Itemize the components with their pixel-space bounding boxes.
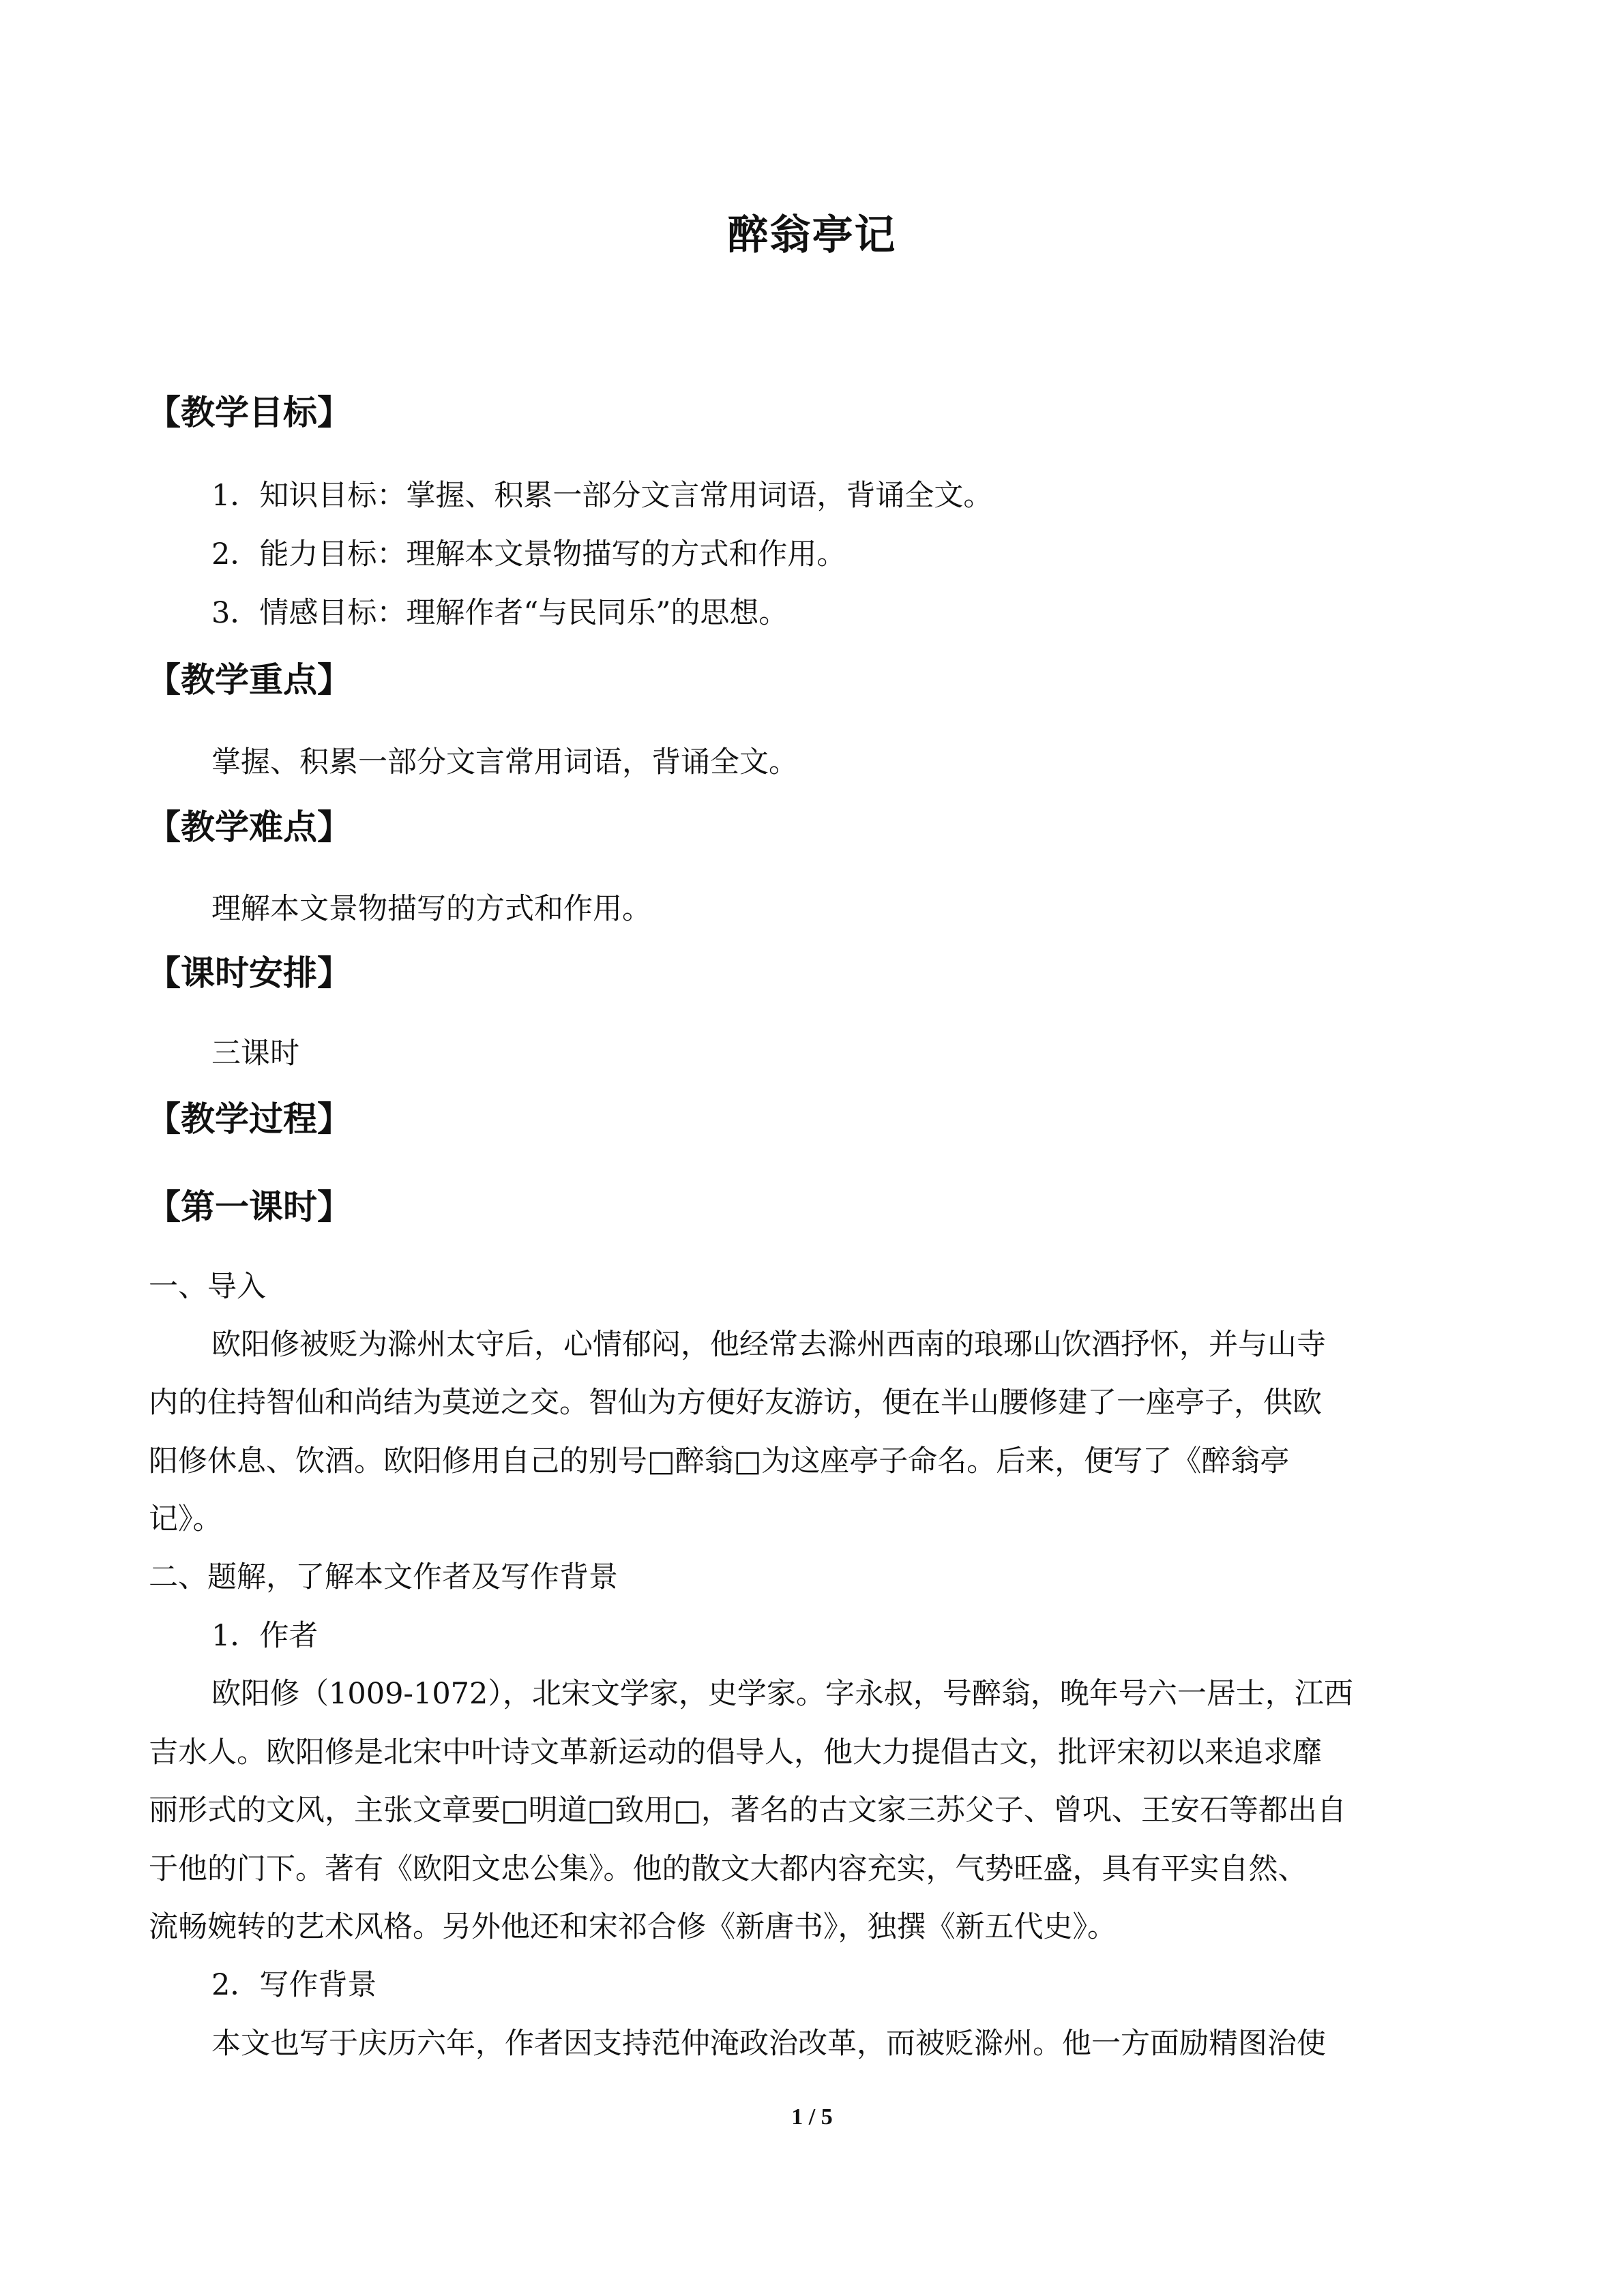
objective-item: 2．能力目标：理解本文景物描写的方式和作用。 — [211, 537, 846, 571]
subsection-title-author: 1．作者 — [211, 1619, 319, 1653]
schedule-text: 三课时 — [211, 1037, 299, 1071]
section-title-intro: 一、导入 — [149, 1270, 266, 1304]
heading-difficulties: 【教学难点】 — [147, 807, 351, 847]
section-title-background: 二、题解，了解本文作者及写作背景 — [149, 1560, 618, 1594]
paragraph-line: 阳修休息、饮酒。欧阳修用自己的别号□醉翁□为这座亭子命名。后来，便写了《醉翁亭 — [149, 1444, 1290, 1478]
heading-key-points: 【教学重点】 — [147, 660, 351, 700]
paragraph-line: 丽形式的文风，主张文章要□明道□致用□，著名的古文家三苏父子、曾巩、王安石等都出自 — [149, 1793, 1346, 1828]
paragraph-line: 欧阳修被贬为滁州太守后，心情郁闷，他经常去滁州西南的琅琊山饮酒抒怀，并与山寺 — [211, 1328, 1326, 1362]
heading-lesson1: 【第一课时】 — [147, 1187, 351, 1227]
paragraph-line: 吉水人。欧阳修是北宋中叶诗文革新运动的倡导人，他大力提倡古文，批评宋初以来追求靡 — [149, 1735, 1322, 1770]
difficulties-text: 理解本文景物描写的方式和作用。 — [211, 892, 651, 926]
paragraph-line: 于他的门下。著有《欧阳文忠公集》。他的散文大都内容充实，气势旺盛，具有平实自然、 — [149, 1852, 1308, 1886]
heading-schedule: 【课时安排】 — [147, 953, 351, 993]
heading-objectives: 【教学目标】 — [147, 393, 351, 432]
objective-item: 3．情感目标：理解作者“与民同乐”的思想。 — [211, 596, 788, 630]
document-title: 醉翁亭记 — [727, 211, 897, 259]
paragraph-line: 记》。 — [149, 1502, 222, 1536]
paragraph-line: 欧阳修（1009-1072），北宋文学家，史学家。字永叔，号醉翁，晚年号六一居士，江西 — [211, 1677, 1353, 1711]
page-number: 1 / 5 — [791, 2104, 833, 2130]
paragraph-line: 内的住持智仙和尚结为莫逆之交。智仙为方便好友游访，便在半山腰修建了一座亭子，供欧 — [149, 1386, 1322, 1420]
key-points-text: 掌握、积累一部分文言常用词语，背诵全文。 — [211, 745, 798, 779]
paragraph-line: 流畅婉转的艺术风格。另外他还和宋祁合修《新唐书》，独撰《新五代史》。 — [149, 1910, 1117, 1944]
objective-item: 1．知识目标：掌握、积累一部分文言常用词语，背诵全文。 — [211, 479, 993, 513]
subsection-title-writing-background: 2．写作背景 — [211, 1968, 377, 2002]
paragraph-line: 本文也写于庆历六年，作者因支持范仲淹政治改革，而被贬滁州。他一方面励精图治使 — [211, 2027, 1326, 2061]
heading-process: 【教学过程】 — [147, 1099, 351, 1139]
